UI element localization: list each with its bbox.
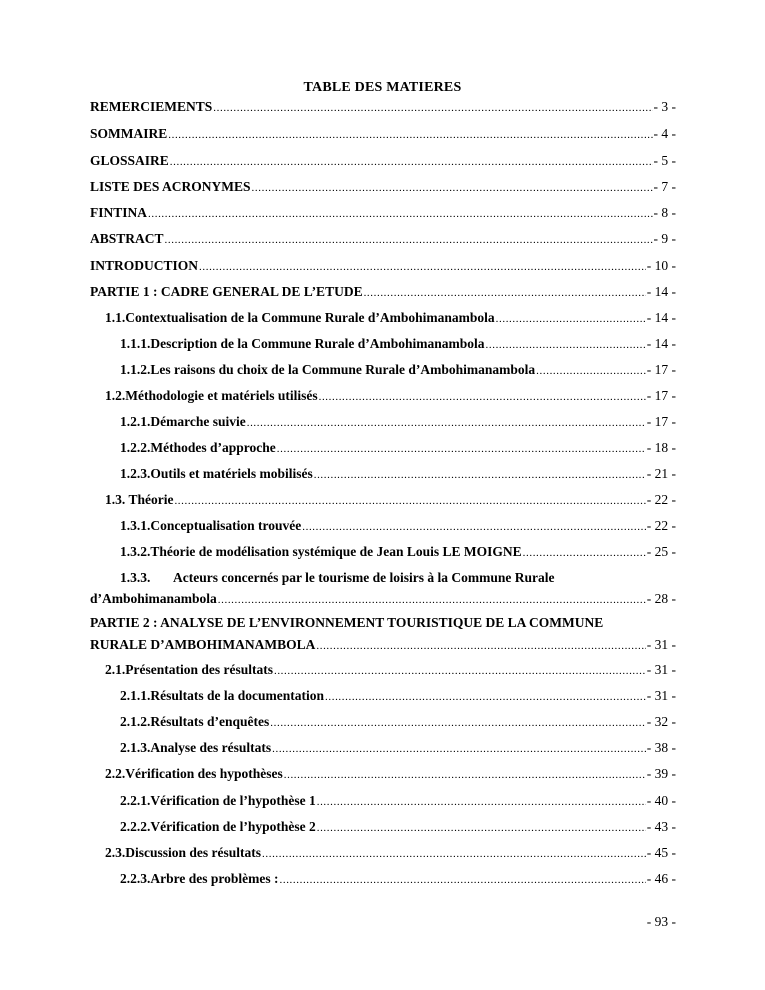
toc-entry-abstract[interactable]: [90, 230, 676, 249]
toc-entry-2-2-2[interactable]: [120, 818, 676, 837]
dot-leader: [165, 231, 653, 249]
toc-entry-label: GLOSSAIRE: [90, 153, 169, 168]
toc-entry-number: 1.1.2.: [120, 362, 151, 377]
toc-entry-page: - 39 -: [646, 766, 676, 781]
dot-leader: [314, 466, 646, 484]
toc-entry-page: - 46 -: [646, 871, 676, 886]
toc-entry-number: 2.1.1.: [120, 688, 151, 703]
toc-entry-page: - 38 -: [646, 740, 676, 755]
toc-entry-sommaire[interactable]: [90, 125, 676, 144]
toc-entry-1-2[interactable]: [105, 387, 676, 406]
toc-entry-label: LISTE DES ACRONYMES: [90, 179, 251, 194]
toc-entry-page: - 8 -: [653, 205, 676, 220]
toc-entry-2-2-1[interactable]: [120, 792, 676, 811]
toc-entry-page: - 31 -: [646, 688, 676, 703]
toc-entry-label: Démarche suivie: [150, 414, 246, 429]
toc-entry-1-3-2[interactable]: [120, 543, 676, 562]
toc-entry-2-2[interactable]: [105, 765, 676, 784]
toc-entry-number: 1.2.: [105, 388, 126, 403]
toc-entry-page: - 5 -: [653, 153, 676, 168]
toc-entry-label: Présentation des résultats: [125, 662, 273, 677]
toc-entry-page: - 17 -: [646, 362, 676, 377]
toc-entry-label: Méthodes d’approche: [150, 440, 276, 455]
dot-leader: [523, 544, 646, 562]
toc-entry-2-1-3[interactable]: [120, 739, 676, 758]
toc-entry-page: - 43 -: [646, 819, 676, 834]
toc-entry-label: Analyse des résultats: [150, 740, 272, 755]
toc-entry-1-2-1[interactable]: [120, 413, 676, 432]
dot-leader: [252, 179, 653, 197]
toc-entry-label: REMERCIEMENTS: [90, 99, 213, 114]
toc-entry-page: - 14 -: [646, 284, 676, 299]
dot-leader: [319, 388, 646, 406]
toc-entry-label: ABSTRACT: [90, 231, 164, 246]
toc-entry-number: 2.3.: [105, 845, 126, 860]
toc-entry-page: - 31 -: [646, 637, 676, 652]
toc-entry-label: Description de la Commune Rurale d’Ambohimanambola: [150, 336, 485, 351]
toc-entry-label: INTRODUCTION: [90, 258, 199, 273]
toc-entry-page: - 22 -: [646, 492, 676, 507]
toc-entry-page: - 40 -: [646, 793, 676, 808]
toc-entry-page: - 31 -: [646, 662, 676, 677]
toc-entry-page: - 28 -: [646, 591, 676, 606]
toc-entry-2-1-2[interactable]: [120, 713, 676, 732]
toc-entry-label: Acteurs concernés par le tourisme de loisirs à la Commune Rurale: [173, 570, 555, 585]
toc-entry-page: - 32 -: [646, 714, 676, 729]
toc-entry-label: Discussion des résultats: [125, 845, 262, 860]
toc-entry-label: Contextualisation de la Commune Rurale d’Ambohimanambola: [125, 310, 495, 325]
toc-entry-label: Les raisons du choix de la Commune Rurale d’Ambohimanambola: [150, 362, 536, 377]
toc-entry-page: - 14 -: [646, 310, 676, 325]
dot-leader: [486, 336, 646, 354]
dot-leader: [496, 310, 646, 328]
toc-entry-label: Arbre des problèmes :: [150, 871, 279, 886]
dot-leader: [284, 766, 646, 784]
toc-entry-1-3-3-line1[interactable]: [120, 569, 554, 587]
toc-entry-1-2-2[interactable]: [120, 439, 676, 458]
toc-entry-number: 1.3.1.: [120, 518, 151, 533]
toc-entry-2-3[interactable]: [105, 844, 676, 863]
toc-entry-fintina[interactable]: [90, 204, 676, 223]
dot-leader: [247, 414, 646, 432]
toc-entry-number: 1.2.3.: [120, 466, 151, 481]
toc-entry-page: - 25 -: [646, 544, 676, 559]
dot-leader: [148, 205, 652, 223]
toc-entry-number: 1.3.2.: [120, 544, 151, 559]
toc-entry-1-1-1[interactable]: [120, 335, 676, 354]
dot-leader: [536, 362, 646, 380]
toc-entry-1-1[interactable]: [105, 309, 676, 328]
toc-entry-page: - 9 -: [653, 231, 676, 246]
dot-leader: [272, 740, 646, 758]
toc-entry-label-continued: d’Ambohimanambola: [90, 591, 217, 606]
toc-entry-page: - 18 -: [646, 440, 676, 455]
toc-entry-1-1-2[interactable]: [120, 361, 676, 380]
toc-entry-number: 1.2.1.: [120, 414, 151, 429]
toc-entry-number: 1.3.3.: [120, 570, 151, 585]
toc-entry-label: Conceptualisation trouvée: [150, 518, 302, 533]
page-number-footer: - 93 -: [646, 914, 676, 929]
toc-entry-1-3-1[interactable]: [120, 517, 676, 536]
toc-entry-number: 2.2.3.: [120, 871, 151, 886]
toc-entry-number: 1.2.2.: [120, 440, 151, 455]
toc-entry-page: - 3 -: [653, 99, 676, 114]
dot-leader: [364, 284, 646, 302]
dot-leader: [302, 518, 646, 536]
toc-entry-liste-acronymes[interactable]: [90, 178, 676, 197]
dot-leader: [262, 845, 646, 863]
dot-leader: [170, 153, 653, 171]
toc-entry-page: - 17 -: [646, 414, 676, 429]
toc-entry-number: 1.3.: [105, 492, 126, 507]
toc-entry-label: SOMMAIRE: [90, 126, 168, 141]
dot-leader: [174, 492, 645, 510]
dot-leader: [277, 440, 646, 458]
toc-entry-label: Méthodologie et matériels utilisés: [125, 388, 318, 403]
toc-entry-partie-2-line2[interactable]: [90, 636, 676, 655]
toc-entry-1-2-3[interactable]: [120, 465, 676, 484]
toc-entry-glossaire[interactable]: [90, 152, 676, 171]
toc-entry-1-3[interactable]: [105, 491, 676, 510]
toc-title: TABLE DES MATIERES: [303, 80, 462, 95]
toc-entry-label: FINTINA: [90, 205, 148, 220]
toc-entry-number: 2.1.2.: [120, 714, 151, 729]
dot-leader: [316, 637, 645, 655]
toc-entry-1-3-3-line2[interactable]: [90, 590, 676, 609]
toc-entry-2-2-3[interactable]: [120, 870, 676, 889]
toc-entry-label: Vérification des hypothèses: [125, 766, 283, 781]
toc-entry-number: 1.1.: [105, 310, 126, 325]
toc-entry-page: - 45 -: [646, 845, 676, 860]
dot-leader: [325, 688, 646, 706]
toc-entry-label: Théorie de modélisation systémique de Jean Louis LE MOIGNE: [150, 544, 522, 559]
toc-entry-page: - 10 -: [646, 258, 676, 273]
toc-entry-label: Théorie: [128, 492, 174, 507]
dot-leader: [218, 591, 646, 609]
toc-entry-label: PARTIE 2 : ANALYSE DE L’ENVIRONNEMENT TOURISTIQUE DE LA COMMUNE: [90, 615, 604, 630]
dot-leader: [317, 819, 646, 837]
toc-entry-2-1[interactable]: [105, 661, 676, 680]
toc-entry-number: 2.2.: [105, 766, 126, 781]
toc-entry-partie-2-line1[interactable]: [90, 614, 676, 632]
toc-entry-page: - 21 -: [646, 466, 676, 481]
toc-entry-label: PARTIE 1 : CADRE GENERAL DE L’ETUDE: [90, 284, 363, 299]
toc-entry-number: 2.2.2.: [120, 819, 151, 834]
toc-entry-label: Vérification de l’hypothèse 2: [150, 819, 316, 834]
toc-entry-page: - 4 -: [653, 126, 676, 141]
toc-entry-label: Résultats de la documentation: [150, 688, 325, 703]
toc-entry-number: 2.2.1.: [120, 793, 151, 808]
toc-entry-number: 1.1.1.: [120, 336, 151, 351]
toc-entry-page: - 14 -: [646, 336, 676, 351]
dot-leader: [270, 714, 645, 732]
toc-entry-introduction[interactable]: [90, 257, 676, 276]
toc-entry-2-1-1[interactable]: [120, 687, 676, 706]
dot-leader: [213, 99, 652, 117]
toc-entry-partie-1[interactable]: [90, 283, 676, 302]
toc-entry-page: - 22 -: [646, 518, 676, 533]
toc-entry-number: 2.1.: [105, 662, 126, 677]
toc-entry-label: Résultats d’enquêtes: [150, 714, 270, 729]
dot-leader: [168, 126, 652, 144]
toc-entry-number: 2.1.3.: [120, 740, 151, 755]
toc-entry-page: - 17 -: [646, 388, 676, 403]
dot-leader: [317, 793, 646, 811]
toc-entry-label: Outils et matériels mobilisés: [150, 466, 313, 481]
toc-entry-label-continued: RURALE D’AMBOHIMANAMBOLA: [90, 637, 316, 652]
dot-leader: [274, 662, 646, 680]
toc-entry-remerciements[interactable]: [90, 98, 676, 117]
dot-leader: [280, 871, 646, 889]
dot-leader: [199, 258, 646, 276]
toc-entry-label: Vérification de l’hypothèse 1: [150, 793, 316, 808]
toc-entry-page: - 7 -: [653, 179, 676, 194]
